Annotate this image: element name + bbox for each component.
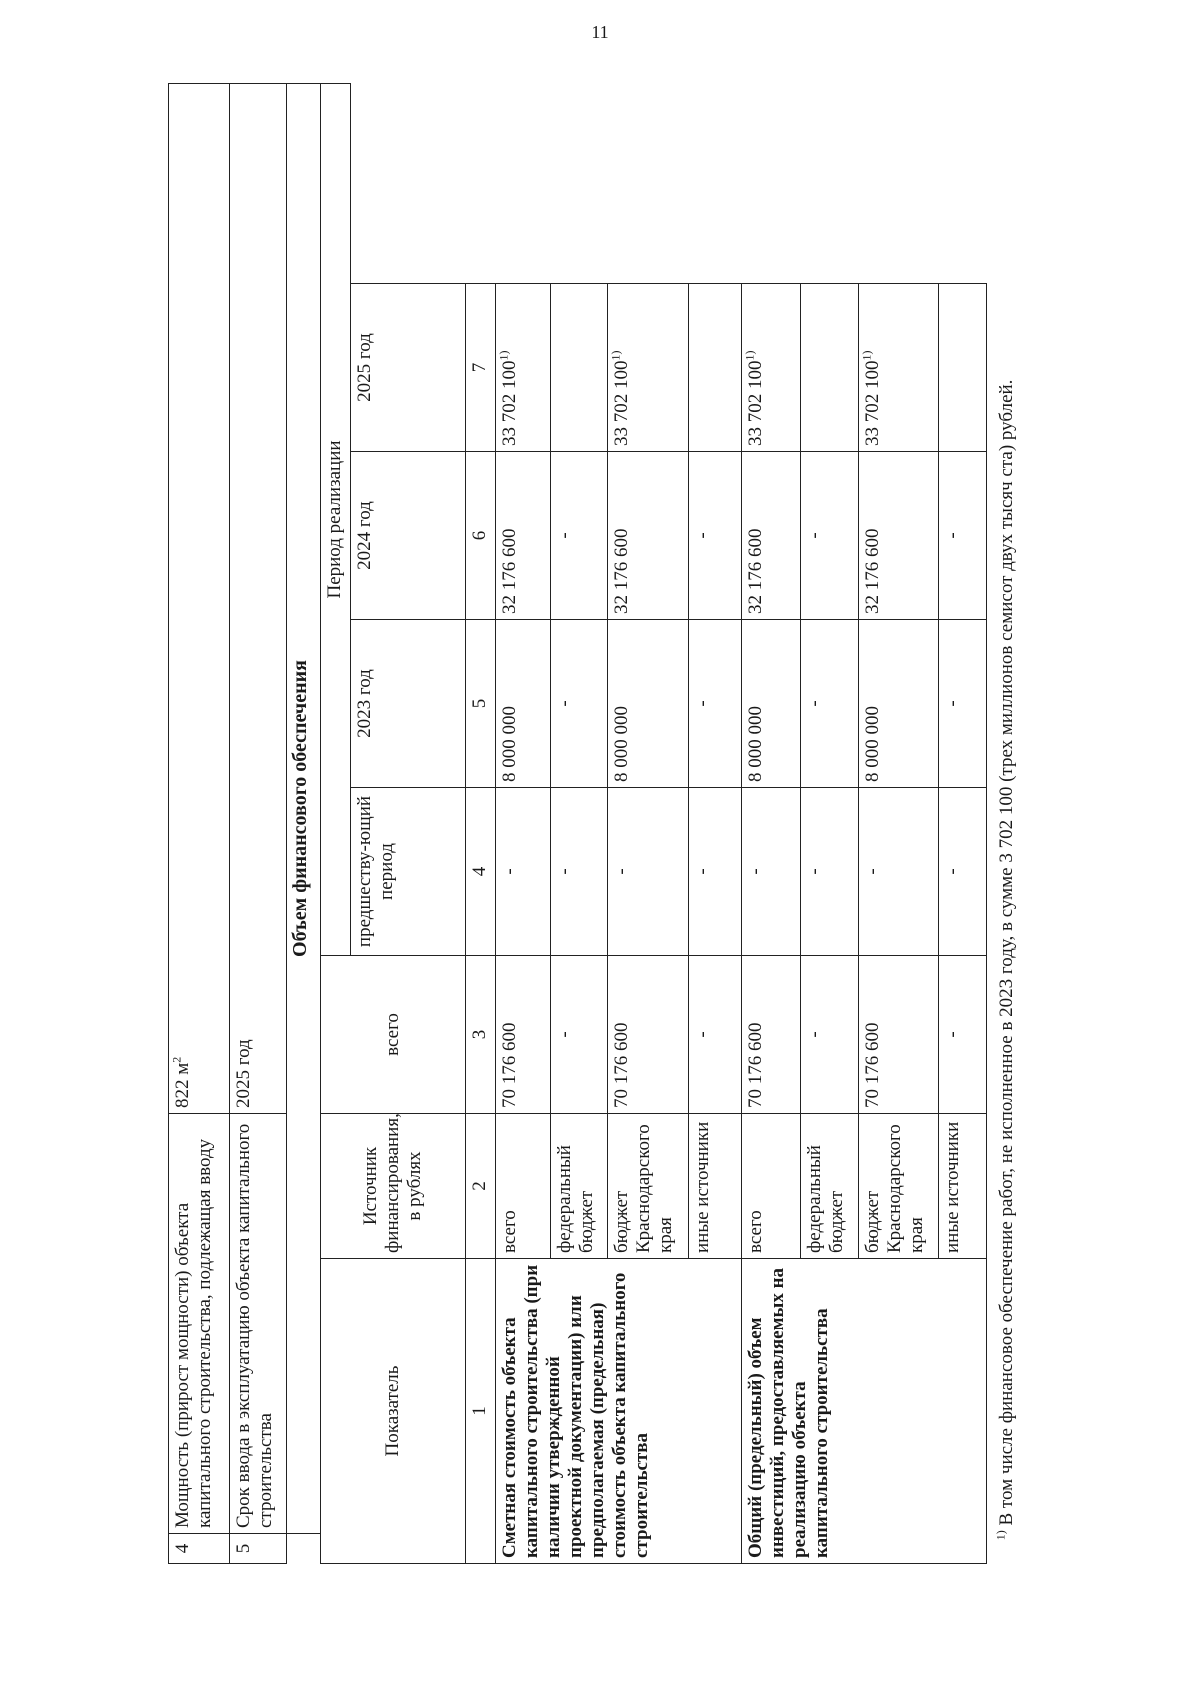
- prev-cell: -: [551, 788, 608, 956]
- footnote-marker: 1): [993, 1530, 1008, 1541]
- header-indicator: Показатель: [321, 1259, 466, 1564]
- column-numbers-row: [466, 83, 496, 1563]
- y2025-cell: 33 702 100$^{1)}$: [742, 284, 801, 452]
- header-total: всего: [321, 956, 466, 1114]
- y2024-cell: -: [689, 452, 742, 620]
- y2024-cell: -: [801, 452, 859, 620]
- footnote-text: В том числе финансовое обеспечение работ, не исполненное в 2023 году, в сумме 3 702 100 (трех миллионов семисот двух тысяч ста) рублей.: [996, 379, 1017, 1531]
- y2025-cell: 33 702 100$^{1)}$: [496, 284, 551, 452]
- prev-cell: -: [689, 788, 742, 956]
- indicator-cell: Сметная стоимость объекта капитального строительства (при наличии утвержденной проектной документации) или предполагаемая (предельная) стоимость объекта капитального строительства: [496, 1259, 742, 1564]
- y2024-cell: 32 176 600: [742, 452, 801, 620]
- y2023-cell: -: [689, 620, 742, 788]
- total-cell: -: [801, 956, 859, 1114]
- y2023-cell: 8 000 000: [742, 620, 801, 788]
- total-cell: 70 176 600: [859, 956, 939, 1114]
- row-label: Срок ввода в эксплуатацию объекта капитального строительства: [230, 1114, 287, 1534]
- col-number: 4: [466, 788, 496, 956]
- source-cell: иные источники: [689, 1114, 742, 1259]
- y2023-cell: -: [551, 620, 608, 788]
- header-row-1: [321, 83, 351, 1563]
- y2025-cell: [801, 284, 859, 452]
- col-number: 3: [466, 956, 496, 1114]
- y2025-cell: [689, 284, 742, 452]
- table-row: [742, 83, 801, 1563]
- prev-cell: -: [859, 788, 939, 956]
- prev-cell: -: [939, 788, 987, 956]
- total-cell: 70 176 600: [608, 956, 689, 1114]
- y2024-cell: -: [939, 452, 987, 620]
- source-cell: бюджет Краснодарского края: [859, 1114, 939, 1259]
- source-cell: всего: [496, 1114, 551, 1259]
- footnote: [987, 84, 1019, 1564]
- y2024-cell: 32 176 600: [859, 452, 939, 620]
- header-2023: 2023 год: [351, 620, 466, 788]
- y2024-cell: 32 176 600: [496, 452, 551, 620]
- table-row: [496, 83, 551, 1563]
- y2024-cell: -: [551, 452, 608, 620]
- total-cell: 70 176 600: [496, 956, 551, 1114]
- source-cell: федеральный бюджет: [801, 1114, 859, 1259]
- header-2025: 2025 год: [351, 284, 466, 452]
- col-number: 1: [466, 1259, 496, 1564]
- y2025-cell: [551, 284, 608, 452]
- source-cell: бюджет Краснодарского края: [608, 1114, 689, 1259]
- y2025-cell: [939, 284, 987, 452]
- total-cell: 70 176 600: [742, 956, 801, 1114]
- total-cell: -: [551, 956, 608, 1114]
- header-prev-period: предшеству-ющий период: [351, 788, 466, 956]
- row-label: Мощность (прирост мощности) объекта капитального строительства, подлежащая вводу: [169, 1114, 230, 1534]
- y2023-cell: 8 000 000: [608, 620, 689, 788]
- prev-cell: -: [742, 788, 801, 956]
- rotated-page-content: [168, 84, 1091, 1564]
- finance-caption-row: [287, 83, 321, 1563]
- indicator-cell: Общий (предельный) объем инвестиций, предоставляемых на реализацию объекта капитального строительства: [742, 1259, 987, 1564]
- header-period: Период реализации: [321, 83, 351, 955]
- total-cell: -: [939, 956, 987, 1114]
- header-2024: 2024 год: [351, 452, 466, 620]
- y2023-cell: 8 000 000: [496, 620, 551, 788]
- y2023-cell: -: [939, 620, 987, 788]
- row-number: 4: [169, 1534, 230, 1564]
- row-commissioning: [230, 83, 287, 1563]
- row-value: 822 $м^2$: [169, 83, 230, 1113]
- total-cell: -: [689, 956, 742, 1114]
- page-number: 11: [591, 22, 609, 42]
- finance-caption: Объем финансового обеспечения: [287, 83, 321, 1533]
- col-number: 5: [466, 620, 496, 788]
- col-number: 2: [466, 1114, 496, 1259]
- y2024-cell: 32 176 600: [608, 452, 689, 620]
- y2023-cell: -: [801, 620, 859, 788]
- prev-cell: -: [496, 788, 551, 956]
- header-source: Источник финансирования, в рублях: [321, 1114, 466, 1259]
- y2025-cell: 33 702 100$^{1)}$: [608, 284, 689, 452]
- source-cell: федеральный бюджет: [551, 1114, 608, 1259]
- prev-cell: -: [608, 788, 689, 956]
- y2023-cell: 8 000 000: [859, 620, 939, 788]
- prev-cell: -: [801, 788, 859, 956]
- row-number: 5: [230, 1534, 287, 1564]
- col-number: 6: [466, 452, 496, 620]
- source-cell: иные источники: [939, 1114, 987, 1259]
- col-number: 7: [466, 284, 496, 452]
- y2025-cell: 33 702 100$^{1)}$: [859, 284, 939, 452]
- row-value: 2025 год: [230, 83, 287, 1113]
- row-capacity: [169, 83, 230, 1563]
- passport-table: [168, 83, 987, 1564]
- source-cell: всего: [742, 1114, 801, 1259]
